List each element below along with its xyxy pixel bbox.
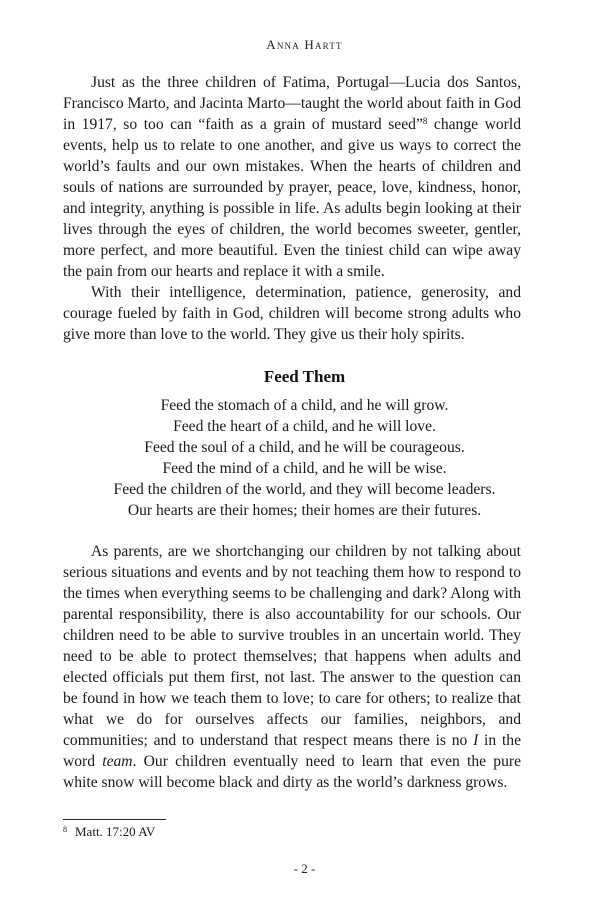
poem-line: Our hearts are their homes; their homes are their futures. bbox=[127, 502, 482, 519]
paragraph-text: . Our children eventually need to learn that even the pure white snow will become black and dirty as the world’s darkness grows. bbox=[63, 753, 521, 791]
opening-section bbox=[63, 72, 521, 345]
paragraph-text: Just as the three children of Fatima, Portugal—Lucia dos Santos, Francisco Marto, and Jacinta Marto—taught the world about faith in God in 1917, so too can “faith as a grain of mustard seed” bbox=[63, 74, 521, 133]
footnote-divider bbox=[63, 819, 166, 820]
poem bbox=[0, 395, 609, 521]
paragraph-intelligence: With their intelligence, determination, patience, generosity, and courage fueled by faith in God, children will become strong adults who give more than love to the world. They give us their holy spirits. bbox=[63, 284, 521, 343]
paragraph-fatima bbox=[63, 72, 521, 282]
poem-line: Feed the children of the world, and they will become leaders. bbox=[113, 481, 496, 498]
italic-word: team bbox=[102, 753, 133, 770]
page-number: - 2 - bbox=[293, 861, 316, 876]
footnote-number: 8 bbox=[63, 825, 67, 834]
paragraph-text: As parents, are we shortchanging our children by not talking about serious situations and events and by not teaching them how to respond to the times when everything seems to be challenging and dark? Along with parental responsibility, there is also accountability for our schools. Our children need to be able to survive troubles in an uncertain world. They need to be able to protect themselves; that happens when adults and elected officials put them first, not last. The answer to the question can be found in how we teach them to love; to care for others; to realize that what we do for ourselves affects our families, neighbors, and communities; and to understand that respect means there is no bbox=[63, 543, 521, 749]
footnote-text: Matt. 17:20 AV bbox=[75, 824, 156, 839]
footnote bbox=[63, 824, 155, 840]
paragraph-text: change world events, help us to relate to one another, and give us ways to correct the world’s faults and our own mistakes. When the hearts of children and souls of nations are surrounded by prayer, peace, love, kindness, honor, and integrity, anything is possible in life. As adults begin looking at their lives through the eyes of children, the world becomes sweeter, gentler, more perfect, and more beautiful. Even the tiniest child can wipe away the pain from our hearts and replace it with a smile. bbox=[63, 116, 521, 280]
footnote-reference[interactable]: 8 bbox=[422, 116, 428, 126]
poem-line: Feed the stomach of a child, and he will grow. bbox=[160, 397, 449, 414]
italic-word: I bbox=[473, 732, 479, 749]
poem-line: Feed the mind of a child, and he will be wise. bbox=[162, 460, 447, 477]
paragraph-text: in the word bbox=[63, 732, 521, 770]
poem-title: Feed Them bbox=[263, 367, 346, 386]
poem-line: Feed the heart of a child, and he will love. bbox=[173, 418, 436, 435]
running-head: Anna Hartt bbox=[266, 37, 343, 52]
closing-section bbox=[63, 541, 521, 793]
poem-line: Feed the soul of a child, and he will be courageous. bbox=[144, 439, 465, 456]
paragraph-parents bbox=[63, 541, 521, 793]
